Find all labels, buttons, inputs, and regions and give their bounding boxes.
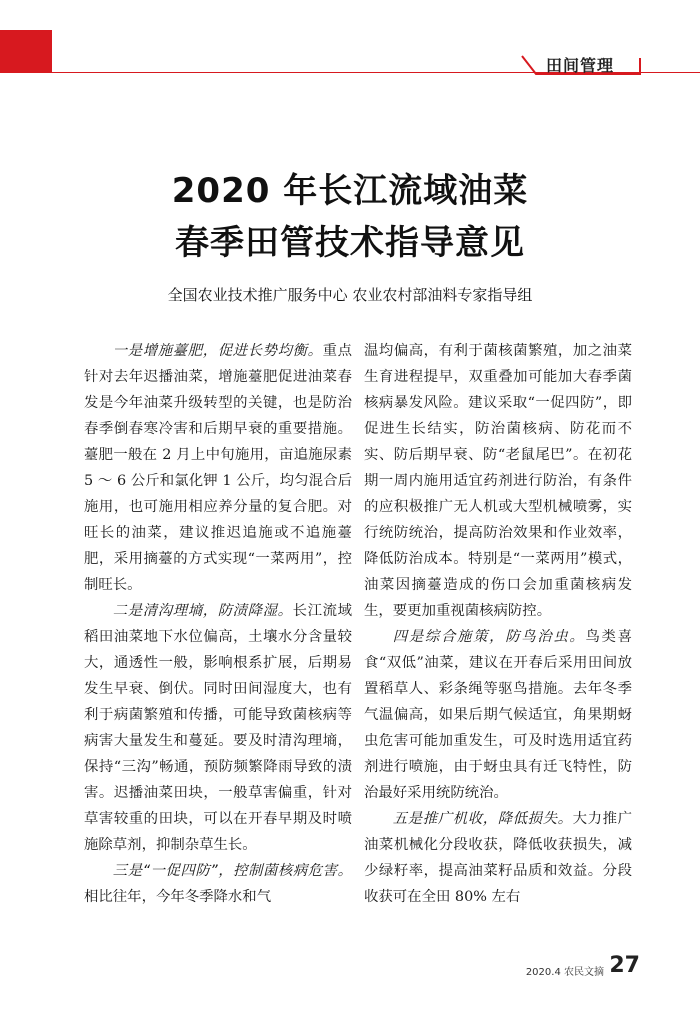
paragraph-1-lead: 一是增施薹肥，促进长势均衡。	[112, 343, 323, 359]
paragraph-2	[84, 598, 352, 858]
paragraph-5-body: 大力推广油菜机械化分段收获，降低收获损失，减少绿籽率，提高油菜籽品质和效益。分段收获可在全田 80% 左右	[364, 811, 632, 905]
header-accent-block	[0, 30, 52, 72]
paragraph-4-lead: 四是综合施策，防鸟治虫。	[392, 629, 586, 645]
paragraph-3-lead: 三是“一促四防”，控制菌核病危害。	[112, 863, 352, 879]
right-column	[364, 338, 632, 910]
paragraph-1-body: 重点针对去年迟播油菜，增施薹肥促进油菜春发是今年油菜升级转型的关键，也是防治春季倒春寒冷害和后期早衰的重要措施。薹肥一般在 2 月上中旬施用，亩追施尿素 5 ～ 6 公斤和氯化钾 1 公斤，均匀混合后施用，也可施用相应养分量的复合肥。对旺长的油菜，建议推迟追施或不追施薹肥，采用摘薹的方式实现“一菜两用”，控制旺长。	[84, 343, 352, 593]
page-number: 27	[609, 953, 640, 978]
section-tag	[520, 52, 648, 76]
paragraph-4	[364, 624, 632, 806]
page-footer	[520, 953, 640, 983]
article-title-line2: 春季田管技术指导意见	[175, 223, 525, 263]
paragraph-2-body: 长江流域稻田油菜地下水位偏高，土壤水分含量较大，通透性一般，影响根系扩展，后期易发生早衰、倒伏。同时田间湿度大，也有利于病菌繁殖和传播，可能导致菌核病等病害大量发生和蔓延。要及时清沟理墒，保持“三沟”畅通，预防频繁降雨导致的渍害。迟播油菜田块，一般草害偏重，针对草害较重的田块，可以在开春早期及时喷施除草剂，抑制杂草生长。	[84, 603, 352, 853]
footer-magazine: 农民文摘	[564, 967, 604, 978]
footer-issue: 2020.4	[525, 967, 561, 978]
footer-issue-info	[526, 963, 604, 978]
paragraph-4-body: 鸟类喜食“双低”油菜，建议在开春后采用田间放置稻草人、彩条绳等驱鸟措施。去年冬季气温偏高，如果后期气候适宜，角果期蚜虫危害可能加重发生，可及时选用适宜药剂进行喷施，由于蚜虫具有迁飞特性，防治最好采用统防统治。	[364, 629, 632, 801]
paragraph-2-lead: 二是清沟理墒，防渍降湿。	[112, 603, 293, 619]
paragraph-1	[84, 338, 352, 598]
paragraph-3-continued: 温均偏高，有利于菌核菌繁殖，加之油菜生育进程提早，双重叠加可能加大春季菌核病暴发风险。建议采取“一促四防”，即促进生长结实，防治菌核病、防花而不实、防后期早衰、防“老鼠尾巴”。在初花期一周内施用适宜药剂进行防治，有条件的应积极推广无人机或大型机械喷雾，实行统防统治，提高防治效果和作业效率，降低防治成本。特别是“一菜两用”模式，油菜因摘薹造成的伤口会加重菌核病发生，要更加重视菌核病防控。	[364, 343, 632, 619]
article-title-line1: 2020 年长江流域油菜	[171, 171, 529, 211]
paragraph-5	[364, 806, 632, 910]
article-authors: 全国农业技术推广服务中心 农业农村部油料专家指导组	[167, 286, 533, 304]
left-column	[84, 338, 352, 910]
paragraph-5-lead: 五是推广机收，降低损失。	[392, 811, 573, 827]
paragraph-3-body: 相比往年，今年冬季降水和气	[84, 889, 272, 905]
section-label: 田间管理	[546, 56, 615, 75]
paragraph-3	[84, 858, 352, 910]
